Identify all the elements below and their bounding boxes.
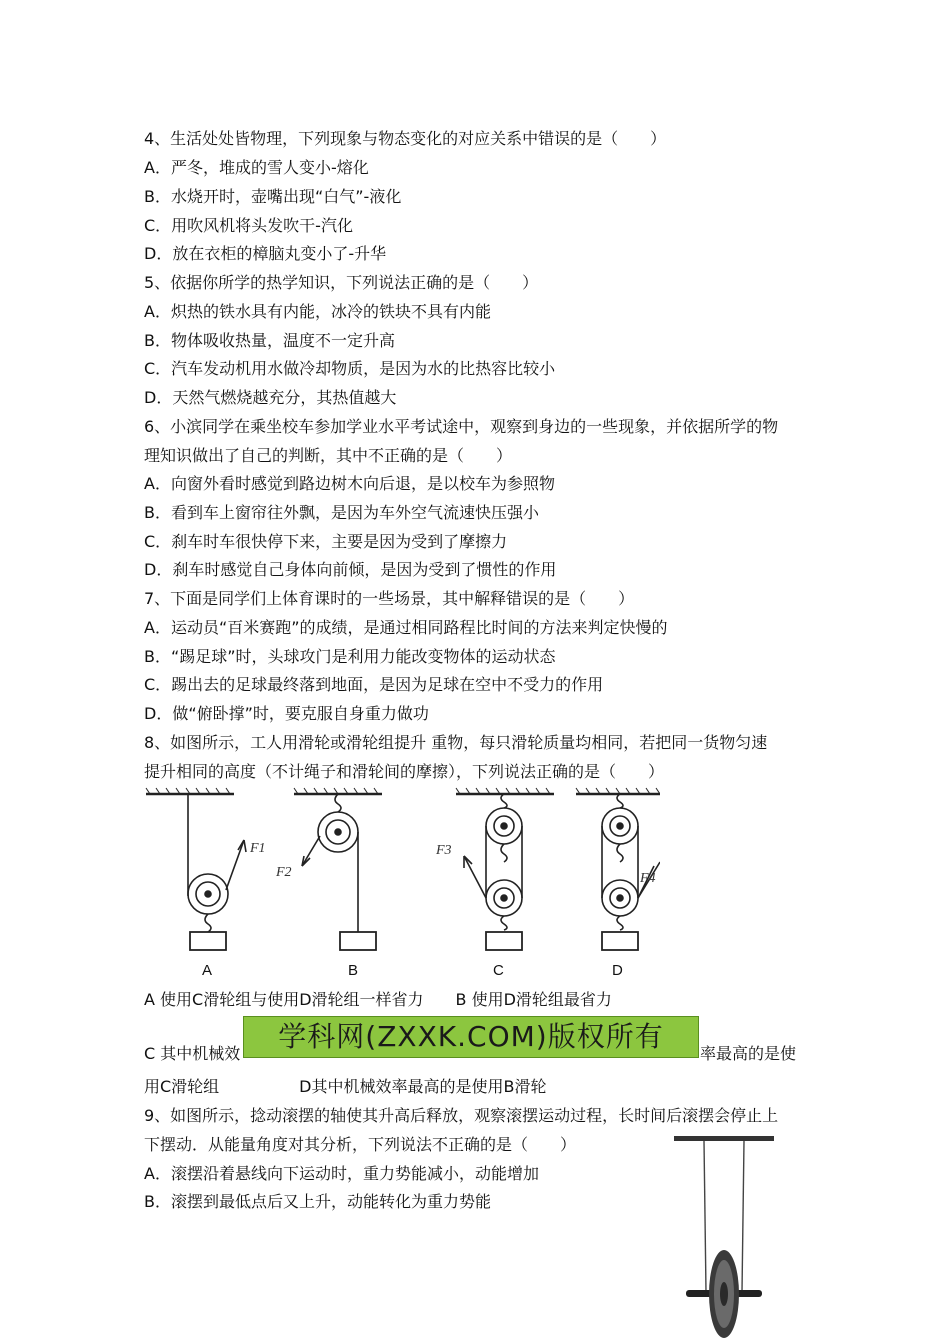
- q9-option-a: A．滚摆沿着悬线向下运动时，重力势能减小，动能增加: [144, 1164, 539, 1183]
- q4-option-a: A．严冬，堆成的雪人变小-熔化: [144, 158, 369, 177]
- q8-option-c-head: C 其中机械效: [144, 1044, 241, 1063]
- q8-stem-line1: 8、如图所示，工人用滑轮或滑轮组提升 重物，每只滑轮质量均相同，若把同一货物匀速: [144, 733, 768, 752]
- q6-option-b: B．看到车上窗帘往外飘，是因为车外空气流速快压强小: [144, 503, 539, 522]
- figure-label-a: A: [202, 962, 213, 979]
- q5-option-a: A．炽热的铁水具有内能，冰冷的铁块不具有内能: [144, 302, 491, 321]
- q8-options-ab: A 使用C滑轮组与使用D滑轮组一样省力 B 使用D滑轮组最省力: [144, 990, 612, 1009]
- force-label-f1: F1: [250, 841, 266, 856]
- q8-option-c-tail: 率最高的是使: [700, 1044, 797, 1063]
- figure-label-d: D: [612, 962, 623, 979]
- figure-label-b: B: [348, 962, 359, 979]
- q7-option-b: B．“踢足球”时，头球攻门是利用力能改变物体的运动状态: [144, 647, 556, 666]
- figure-label-c: C: [493, 962, 504, 979]
- q8-stem-line2: 提升相同的高度（不计绳子和滑轮间的摩擦），下列说法正确的是（ ）: [144, 762, 665, 781]
- q5-option-d: D．天然气燃烧越充分，其热值越大: [144, 388, 397, 407]
- q9-option-b: B．滚摆到最低点后又上升，动能转化为重力势能: [144, 1192, 491, 1211]
- pulley-figure-d: [576, 788, 660, 950]
- q4-option-b: B．水烧开时，壶嘴出现“白气”-液化: [144, 187, 402, 206]
- force-label-f4: F4: [640, 871, 656, 886]
- q6-stem-line2: 理知识做出了自己的判断，其中不正确的是（ ）: [144, 446, 513, 465]
- force-label-f3: F3: [436, 843, 452, 858]
- q5-stem: 5、依据你所学的热学知识，下列说法正确的是（ ）: [144, 273, 539, 292]
- force-label-f2: F2: [276, 865, 292, 880]
- pulley-figure-c: [456, 788, 554, 950]
- q5-option-b: B．物体吸收热量，温度不一定升高: [144, 331, 395, 350]
- q7-option-d: D．做“俯卧撑”时，要克服自身重力做功: [144, 704, 429, 723]
- q4-option-c: C．用吹风机将头发吹干-汽化: [144, 216, 353, 235]
- q4-stem: 4、生活处处皆物理，下列现象与物态变化的对应关系中错误的是（ ）: [144, 129, 667, 148]
- q8-options-cd: 用C滑轮组 D其中机械效率最高的是使用B滑轮: [144, 1077, 547, 1096]
- q7-stem: 7、下面是同学们上体育课时的一些场景，其中解释错误的是（ ）: [144, 589, 635, 608]
- copyright-watermark: 学科网(ZXXK.COM)版权所有: [243, 1016, 699, 1058]
- q7-option-a: A．运动员“百米赛跑”的成绩，是通过相同路程比时间的方法来判定快慢的: [144, 618, 668, 637]
- q7-option-c: C．踢出去的足球最终落到地面，是因为足球在空中不受力的作用: [144, 675, 604, 694]
- pulley-figure-a: [146, 788, 246, 950]
- q6-option-a: A．向窗外看时感觉到路边树木向后退，是以校车为参照物: [144, 474, 555, 493]
- q6-option-c: C．刹车时车很快停下来，主要是因为受到了摩擦力: [144, 532, 508, 551]
- q5-option-c: C．汽车发动机用水做冷却物质，是因为水的比热容比较小: [144, 359, 556, 378]
- q9-stem-line2: 下摆动．从能量角度对其分析，下列说法不正确的是（ ）: [144, 1135, 577, 1154]
- q4-option-d: D．放在衣柜的樟脑丸变小了-升华: [144, 244, 387, 263]
- q6-stem-line1: 6、小滨同学在乘坐校车参加学业水平考试途中，观察到身边的一些现象，并依据所学的物: [144, 417, 779, 436]
- pulley-figure-b: [294, 788, 382, 950]
- q6-option-d: D．刹车时感觉自己身体向前倾，是因为受到了惯性的作用: [144, 560, 557, 579]
- pulley-figures: [140, 786, 660, 956]
- q9-stem-line1: 9、如图所示，捻动滚摆的轴使其升高后释放，观察滚摆运动过程，长时间后滚摆会停止上: [144, 1106, 779, 1125]
- maxwell-wheel-figure: [670, 1132, 780, 1344]
